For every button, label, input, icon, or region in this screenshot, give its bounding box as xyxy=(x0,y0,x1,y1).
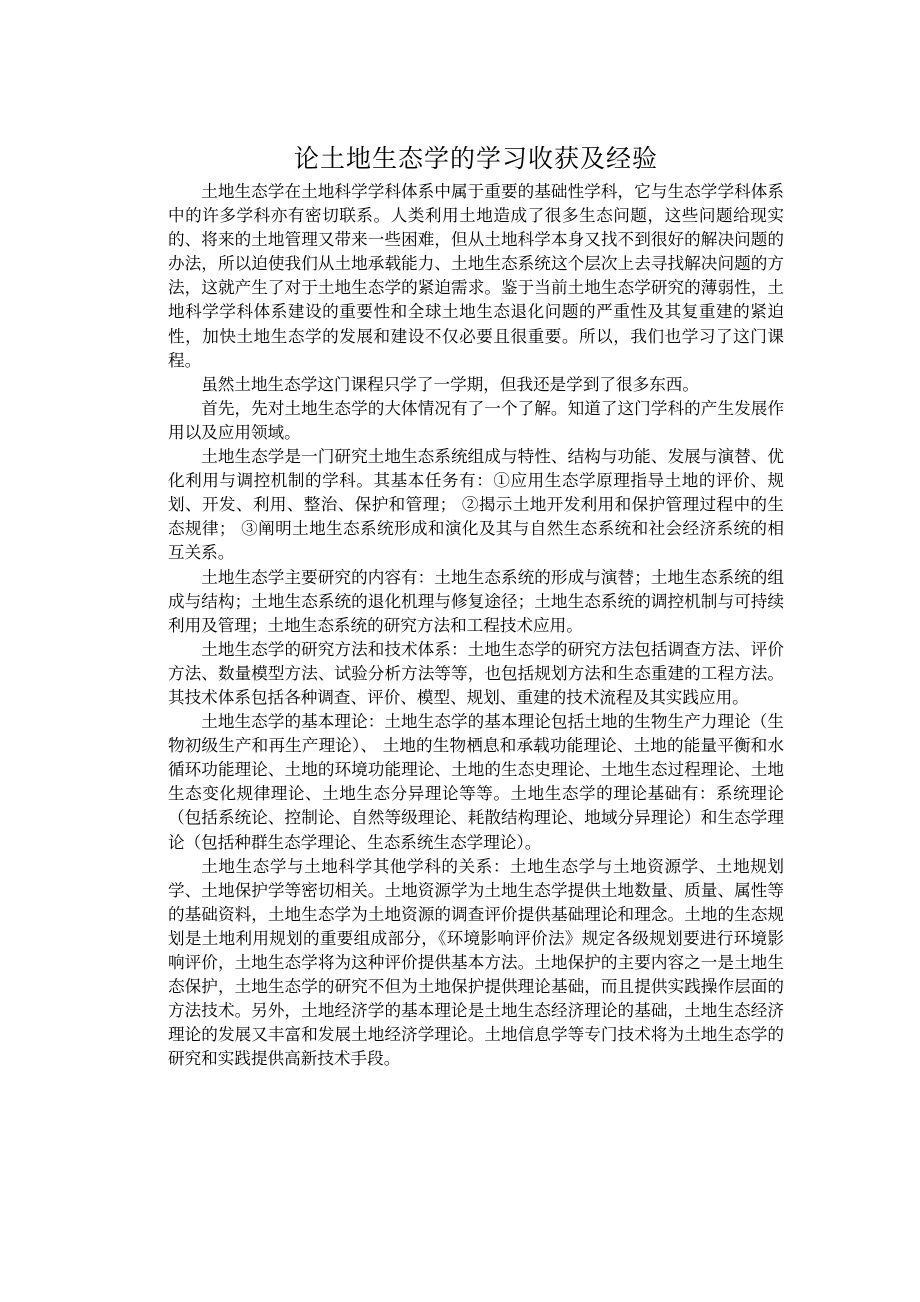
paragraph-research-content: 土地生态学主要研究的内容有：土地生态系统的形成与演替；土地生态系统的组成与结构；土地生态系统的退化机理与修复途径；土地生态系统的调控机制与可持续利用及管理；土地生态系统的研究方法和工程技术应用。 xyxy=(168,567,784,635)
paragraph-intro: 土地生态学在土地科学学科体系中属于重要的基础性学科，它与生态学学科体系中的许多学科亦有密切联系。人类利用土地造成了很多生态问题，这些问题给现实的、将来的土地管理又带来一些困难，但从土地科学本身又找不到很好的解决问题的办法，所以迫使我们从土地承载能力、土地生态系统这个层次上去寻找解决问题的方法，这就产生了对于土地生态学的紧迫需求。鉴于当前土地生态学研究的薄弱性，土地科学学科体系建设的重要性和全球土地生态退化问题的严重性及其复重建的紧迫性，加快土地生态学的发展和建设不仅必要且很重要。所以，我们也学习了这门课程。 xyxy=(168,182,784,370)
document-page xyxy=(168,140,784,1071)
paragraph-definition: 土地生态学是一门研究土地生态系统组成与特性、结构与功能、发展与演替、优化利用与调控机制的学科。其基本任务有：①应用生态学原理指导土地的评价、规划、开发、利用、整治、保护和管理； ②揭示土地开发利用和保护管理过程中的生态规律； ③阐明土地生态系统形成和演化及其与自然生态系统和社会经济系统的相互关系。 xyxy=(168,447,784,563)
paragraph-methods: 土地生态学的研究方法和技术体系：土地生态学的研究方法包括调查方法、评价方法、数量模型方法、试验分析方法等等，也包括规划方法和生态重建的工程方法。其技术体系包括各种调查、评价、模型、规划、重建的技术流程及其实践应用。 xyxy=(168,639,784,707)
paragraph-relations: 土地生态学与土地科学其他学科的关系：土地生态学与土地资源学、土地规划学、土地保护学等密切相关。土地资源学为土地生态学提供土地数量、质量、属性等的基础资料，土地生态学为土地资源的调查评价提供基础理论和理念。土地的生态规划是土地利用规划的重要组成部分，《环境影响评价法》规定各级规划要进行环境影响评价，土地生态学将为这种评价提供基本方法。土地保护的主要内容之一是土地生态保护，土地生态学的研究不但为土地保护提供理论基础，而且提供实践操作层面的方法技术。另外，土地经济学的基本理论是土地生态经济理论的基础，土地生态经济理论的发展又丰富和发展土地经济学理论。土地信息学等专门技术将为土地生态学的研究和实践提供高新技术手段。 xyxy=(168,856,784,1069)
paragraph-first-point: 首先，先对土地生态学的大体情况有了一个了解。知道了这门学科的产生发展作用以及应用领域。 xyxy=(168,398,784,442)
paragraph-theory: 土地生态学的基本理论：土地生态学的基本理论包括土地的生物生产力理论（生物初级生产和再生产理论）、 土地的生物栖息和承载功能理论、土地的能量平衡和水循环功能理论、土地的环境功能理论、土地的生态史理论、土地生态过程理论、土地生态变化规律理论、土地生态分异理论等等。土地生态学的理论基础有：系统理论（包括系统论、控制论、自然等级理论、耗散结构理论、地域分异理论）和生态学理论（包括种群生态学理论、生态系统生态学理论）。 xyxy=(168,712,784,852)
paragraph-course-summary: 虽然土地生态学这门课程只学了一学期，但我还是学到了很多东西。 xyxy=(201,374,699,394)
document-title: 论土地生态学的学习收获及经验 xyxy=(293,144,658,173)
